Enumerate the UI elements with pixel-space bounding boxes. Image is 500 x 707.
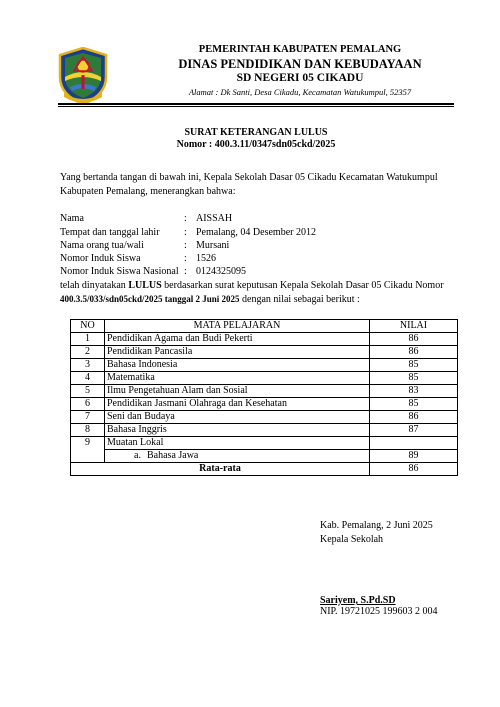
- label-name: Nama: [60, 213, 84, 224]
- document-number: Nomor : 400.3.11/0347sdn05ckd/2025: [176, 139, 336, 150]
- row-no: 8: [71, 424, 105, 437]
- grades-table: [70, 319, 458, 476]
- row-score: 87: [370, 424, 458, 437]
- table-average-row: [71, 463, 458, 476]
- intro-line-1: Yang bertanda tangan di bawah ini, Kepala Sekolah Dasar 05 Cikadu Kecamatan Watukumpul: [60, 172, 438, 183]
- statement-status: LULUS: [128, 280, 162, 291]
- row-subject: Seni dan Budaya: [105, 411, 370, 424]
- letterhead-rule-thin: [58, 106, 454, 107]
- row-subject: Bahasa Indonesia: [105, 359, 370, 372]
- table-row: [71, 359, 458, 372]
- signatory-name: Sariyem, S.Pd.SD: [320, 595, 396, 606]
- row-score: 85: [370, 359, 458, 372]
- signature-place-date: Kab. Pemalang, 2 Juni 2025: [320, 520, 433, 531]
- label-birth: Tempat dan tanggal lahir: [60, 227, 160, 238]
- row-score: 85: [370, 372, 458, 385]
- colon: :: [184, 253, 187, 264]
- regency-emblem-icon: [58, 47, 108, 105]
- row-subject: Pendidikan Jasmani Olahraga dan Kesehatan: [105, 398, 370, 411]
- row-subject: Matematika: [105, 372, 370, 385]
- value-name: AISSAH: [196, 213, 233, 224]
- government-name: PEMERINTAH KABUPATEN PEMALANG: [198, 44, 402, 55]
- colon: :: [184, 227, 187, 238]
- row-no: 2: [71, 346, 105, 359]
- decree-reference: 400.3.5/033/sdn05ckd/2025 tanggal 2 Juni 2025: [60, 294, 240, 304]
- row-no: 1: [71, 333, 105, 346]
- row-score: 86: [370, 411, 458, 424]
- sub-row-subject: Bahasa Jawa: [147, 450, 199, 461]
- average-label: Rata-rata: [71, 463, 370, 476]
- row-no: 6: [71, 398, 105, 411]
- table-row: [71, 411, 458, 424]
- row-score: 85: [370, 398, 458, 411]
- colon: :: [184, 240, 187, 251]
- row-score: 83: [370, 385, 458, 398]
- statement-line-2: [60, 294, 360, 305]
- table-row: [71, 398, 458, 411]
- document-title: SURAT KETERANGAN LULUS: [184, 127, 328, 138]
- value-parent: Mursani: [196, 240, 230, 251]
- header-no: NO: [71, 320, 105, 333]
- table-row: [71, 385, 458, 398]
- row-subject: Pendidikan Agama dan Budi Pekerti: [105, 333, 370, 346]
- table-row: [71, 372, 458, 385]
- signatory-nip: NIP. 19721025 199603 2 004: [320, 606, 438, 617]
- row-no: 3: [71, 359, 105, 372]
- label-parent: Nama orang tua/wali: [60, 240, 144, 251]
- row-no-empty: [71, 450, 105, 463]
- header-subject: MATA PELAJARAN: [105, 320, 370, 333]
- statement-line-2-post: dengan nilai sebagai berikut :: [239, 294, 360, 305]
- value-birth: Pemalang, 04 Desember 2012: [196, 227, 316, 238]
- table-row: [71, 346, 458, 359]
- row-subject: [105, 450, 370, 463]
- value-nis: 1526: [196, 253, 216, 264]
- school-address: Alamat : Dk Santi, Desa Cikadu, Kecamatan Watukumpul, 52357: [188, 87, 412, 97]
- sub-row-prefix: a.: [134, 450, 141, 461]
- row-score: 86: [370, 346, 458, 359]
- row-subject: Muatan Lokal: [105, 437, 370, 450]
- table-header-row: [71, 320, 458, 333]
- row-subject: Ilmu Pengetahuan Alam dan Sosial: [105, 385, 370, 398]
- value-nisn: 0124325095: [196, 266, 246, 277]
- statement-pre: telah dinyatakan: [60, 280, 129, 291]
- header-score: NILAI: [370, 320, 458, 333]
- average-score: 86: [370, 463, 458, 476]
- label-nis: Nomor Induk Siswa: [60, 253, 141, 264]
- signature-position: Kepala Sekolah: [320, 534, 384, 545]
- row-no: 9: [71, 437, 105, 450]
- table-sub-row: [71, 450, 458, 463]
- table-row: [71, 333, 458, 346]
- row-no: 5: [71, 385, 105, 398]
- colon: :: [184, 213, 187, 224]
- row-subject: Pendidikan Pancasila: [105, 346, 370, 359]
- statement-line-1: [60, 280, 444, 291]
- table-row: [71, 424, 458, 437]
- label-nisn: Nomor Induk Siswa Nasional: [60, 266, 179, 277]
- letterhead-rule-thick: [58, 103, 454, 105]
- row-no: 4: [71, 372, 105, 385]
- colon: :: [184, 266, 187, 277]
- row-no: 7: [71, 411, 105, 424]
- statement-post: berdasarkan surat keputusan Kepala Sekolah Dasar 05 Cikadu Nomor: [161, 280, 444, 291]
- intro-line-2: Kabupaten Pemalang, menerangkan bahwa:: [60, 186, 236, 197]
- row-score: 86: [370, 333, 458, 346]
- row-score: [370, 437, 458, 450]
- agency-name: DINAS PENDIDIKAN DAN KEBUDAYAAN: [178, 57, 422, 71]
- table-row: [71, 437, 458, 450]
- school-name: SD NEGERI 05 CIKADU: [236, 72, 364, 84]
- row-subject: Bahasa Inggris: [105, 424, 370, 437]
- row-score: 89: [370, 450, 458, 463]
